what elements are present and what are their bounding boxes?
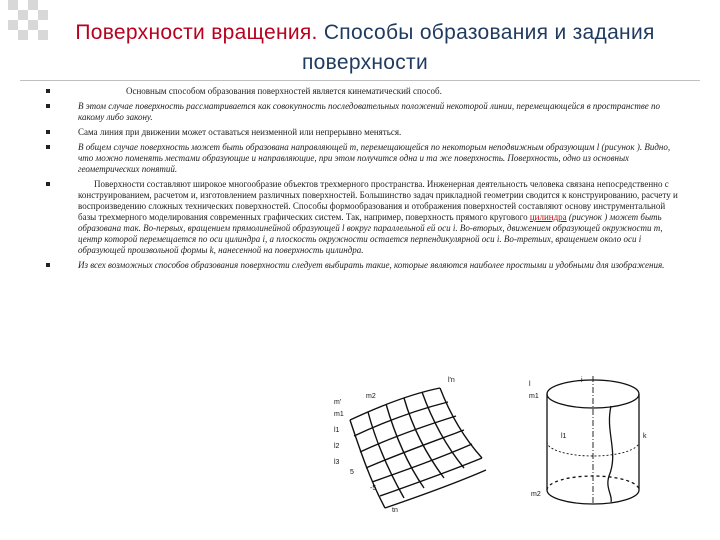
bullet-item (46, 101, 678, 123)
bullet-text-b: (рисунок ) может быть образована так. Во-первых, вращением прямолинейной образующей l вокруг параллельной ей оси i. Во-вторых, движением образующей окружности m, центр которой перемещается по оси цилиндра i, а плоскость окружности остается перпендикулярной оси i. Во-третьих, вращением около оси i образующей произвольной формы k, нанесенной на поверхность цилиндра. (78, 212, 663, 255)
fig-left-label: m1 (334, 411, 344, 418)
bullet-item (46, 86, 678, 97)
bullet-icon (46, 263, 50, 267)
bullet-item (46, 179, 678, 256)
fig-left-label: -5 (370, 485, 377, 492)
fig-right-label: l (529, 381, 531, 388)
fig-left-label: m' (334, 399, 342, 406)
fig-left-label: l2 (334, 443, 340, 450)
bullet-icon (46, 104, 50, 108)
fig-right-label: m2 (531, 491, 541, 498)
bullet-text: В общем случае поверхность может быть образована направляющей m, перемещающейся по некоторым неподвижным образующим l (рисунок ). Видно, что можно поменять местами образующие и направляющие, при этом получится одна и та же поверхность. Поверхность, одно из основных геометрических понятий. (78, 142, 671, 174)
bullet-text: Основным способом образования поверхностей является кинематический способ. (126, 86, 442, 96)
bullet-icon (46, 89, 50, 93)
slide-title-highlight: Поверхности вращения. (75, 21, 318, 44)
fig-left-label: tn (392, 507, 398, 514)
slide-title-rest: Способы образования и задания поверхности (301, 21, 655, 74)
cylinder-figure (525, 372, 655, 512)
slide-title (40, 18, 690, 78)
bullet-text: В этом случае поверхность рассматривается как совокупность последовательных положений некоторой линии, перемещающейся в пространстве по какому либо закону. (78, 101, 660, 122)
kinematic-surface-figure (330, 370, 500, 515)
fig-right-label: i (581, 377, 583, 384)
bullet-item (46, 127, 678, 138)
bullet-text: Из всех возможных способов образования поверхности следует выбирать такие, которые являются наиболее простыми и удобными для изображения. (78, 260, 665, 270)
bullet-item (46, 142, 678, 175)
fig-right-label: m1 (529, 393, 539, 400)
fig-left-label: l'n (448, 377, 455, 384)
fig-left-label: 5 (350, 469, 354, 476)
bullet-item (46, 260, 678, 271)
bullet-text: Сама линия при движении может оставаться неизменной или непрерывно меняться. (78, 127, 402, 137)
fig-right-label: k (643, 433, 647, 440)
fig-left-label: l1 (334, 427, 340, 434)
cylinder-link[interactable]: цилиндра (529, 212, 567, 222)
bullet-icon (46, 145, 50, 149)
bullet-icon (46, 182, 50, 186)
bullet-text-a: Поверхности составляют широкое многообразие объектов трехмерного пространства. Инженерная деятельность человека связана непосредственно с конструированием, расчетом и, изготовлением различных поверхностей. Большинство задач прикладной геометрии сводится к конструированию, расчету и воспроизведению сложных технических поверхностей. Способы формообразования и отображения поверхностей составляют основу инструментальной базы трехмерного моделирования современных графических систем. Так, например, поверхность прямого кругового (78, 179, 678, 222)
fig-right-label: l1 (561, 433, 567, 440)
bullet-icon (46, 130, 50, 134)
title-divider (20, 80, 700, 81)
fig-left-label: m2 (366, 393, 376, 400)
slide-body (46, 86, 678, 275)
fig-left-label: l3 (334, 459, 340, 466)
